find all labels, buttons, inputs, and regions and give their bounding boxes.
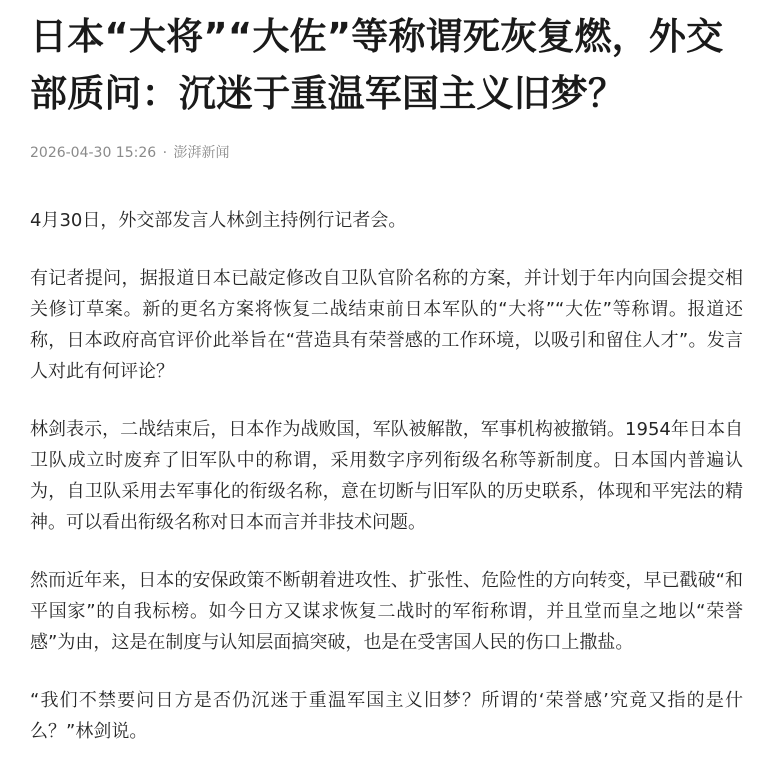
paragraph: 林剑表示，二战结束后，日本作为战败国，军队被解散，军事机构被撤销。1954年日本自卫队成立时废弃了旧军队中的称谓，采用数字序列衔级名称等新制度。日本国内普遍认为，自卫队采用去军事化的衔级名称，意在切断与旧军队的历史联系，体现和平宪法的精神。可以看出衔级名称对日本而言并非技术问题。: [30, 419, 743, 533]
meta-separator: ·: [162, 145, 168, 161]
article-body: [30, 205, 743, 747]
paragraph: 有记者提问，据报道日本已敲定修改自卫队官阶名称的方案，并计划于年内向国会提交相关修订草案。新的更名方案将恢复二战结束前日本军队的“大将”“大佐”等称谓。报道还称，日本政府高官评价此举旨在“营造具有荣誉感的工作环境，以吸引和留住人才”。发言人对此有何评论？: [30, 268, 744, 382]
paragraph: “我们不禁要问日方是否仍沉迷于重温军国主义旧梦？所谓的‘荣誉感’究竟又指的是什么？”林剑说。: [30, 690, 743, 742]
article-title: 日本“大将”“大佐”等称谓死灰复燃，外交部质问：沉迷于重温军国主义旧梦？: [30, 15, 724, 115]
paragraph: 4月30日，外交部发言人林剑主持例行记者会。: [30, 210, 407, 231]
publish-datetime: 2026-04-30 15:26: [30, 145, 157, 161]
paragraph: 然而近年来，日本的安保政策不断朝着进攻性、扩张性、危险性的方向转变，早已戳破“和平国家”的自我标榜。如今日方又谋求恢复二战时的军衔称谓，并且堂而皇之地以“荣誉感”为由，这是在制度与认知层面搞突破，也是在受害国人民的伤口上撒盐。: [30, 570, 743, 653]
article-meta: [30, 143, 743, 163]
source-name: 澎湃新闻: [173, 145, 230, 161]
